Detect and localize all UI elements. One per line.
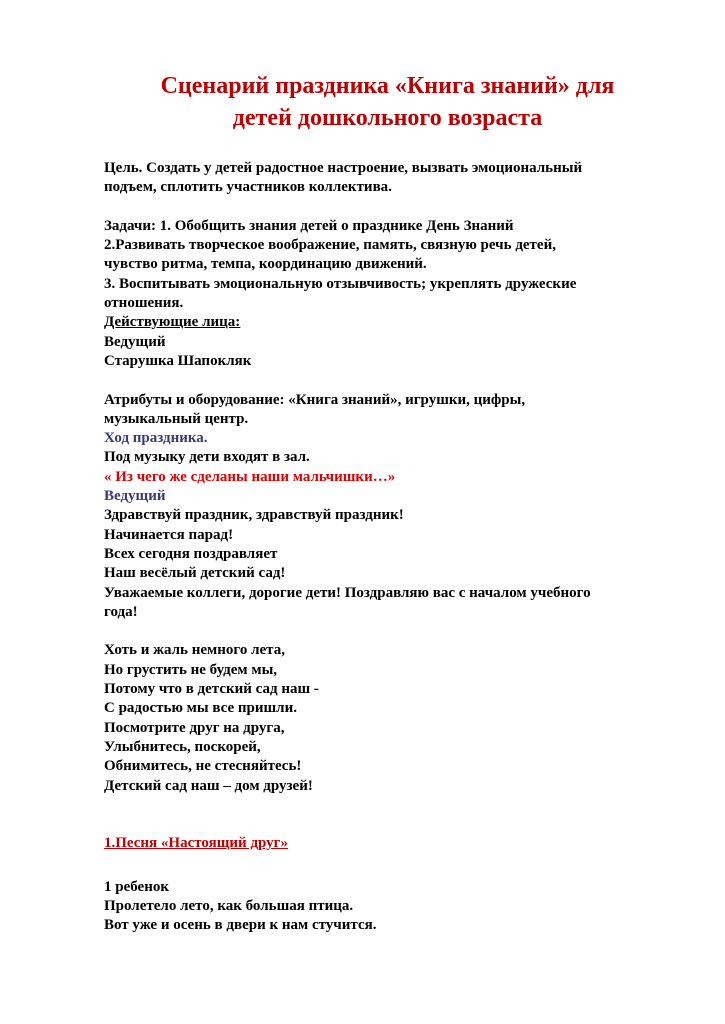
host-label: Ведущий	[104, 488, 166, 505]
poem-line: Обнимитесь, не стесняйтесь!	[104, 758, 302, 775]
tasks-line: чувство ритма, темпа, координацию движений.	[104, 256, 427, 273]
title-line-2: детей дошкольного возраста	[232, 105, 543, 131]
tasks-line: 3. Воспитывать эмоциональную отзывчивость; укреплять дружеские	[104, 275, 577, 292]
poem-line: Посмотрите друг на друга,	[104, 719, 285, 736]
host-line: года!	[104, 603, 138, 620]
music-title: « Из чего же сделаны наши мальчишки…»	[104, 468, 396, 485]
host-line: Всех сегодня поздравляет	[104, 545, 278, 562]
characters-heading: Действующие лица:	[104, 314, 241, 331]
host-line: Здравствуй праздник, здравствуй праздник!	[104, 507, 404, 524]
poem-line: Хоть и жаль немного лета,	[104, 642, 285, 659]
goal-line-1: Цель. Создать у детей радостное настроение, вызвать эмоциональный	[104, 160, 583, 176]
entrance-line: Под музыку дети входят в зал.	[104, 449, 310, 466]
host-line: Наш весёлый детский сад!	[104, 565, 286, 582]
child-line: Пролетело лето, как большая птица.	[104, 897, 354, 914]
character-item: Ведущий	[104, 333, 166, 350]
poem-line: С радостью мы все пришли.	[104, 700, 297, 717]
tasks-line: отношения.	[104, 295, 184, 312]
song-heading: 1.Песня «Настоящий друг»	[104, 835, 288, 852]
poem-line: Детский сад наш – дом друзей!	[104, 777, 313, 794]
document-title	[60, 70, 715, 134]
tasks-line: 2.Развивать творческое воображение, память, связную речь детей,	[104, 237, 556, 254]
poem-line: Улыбнитесь, поскорей,	[104, 738, 261, 755]
host-line: Уважаемые коллеги, дорогие дети! Поздравляю вас с началом учебного	[104, 584, 591, 601]
child-line: Вот уже и осень в двери к нам стучится.	[104, 917, 377, 934]
attributes-line-2: музыкальный центр.	[104, 410, 249, 427]
poem-line: Потому что в детский сад наш -	[104, 681, 319, 698]
progress-heading: Ход праздника.	[104, 430, 208, 447]
title-line-1: Сценарий праздника «Книга знаний» для	[160, 73, 615, 99]
attributes-line-1: Атрибуты и оборудование: «Книга знаний», игрушки, цифры,	[104, 391, 526, 408]
child-label: 1 ребенок	[104, 878, 169, 895]
poem-line: Но грустить не будем мы,	[104, 661, 278, 678]
document-body	[104, 159, 694, 936]
character-item: Старушка Шапокляк	[104, 352, 252, 369]
tasks-line: Задачи: 1. Обобщить знания детей о празднике День Знаний	[104, 217, 514, 234]
goal-line-2: подъем, сплотить участников коллектива.	[104, 179, 392, 196]
host-line: Начинается парад!	[104, 526, 234, 543]
